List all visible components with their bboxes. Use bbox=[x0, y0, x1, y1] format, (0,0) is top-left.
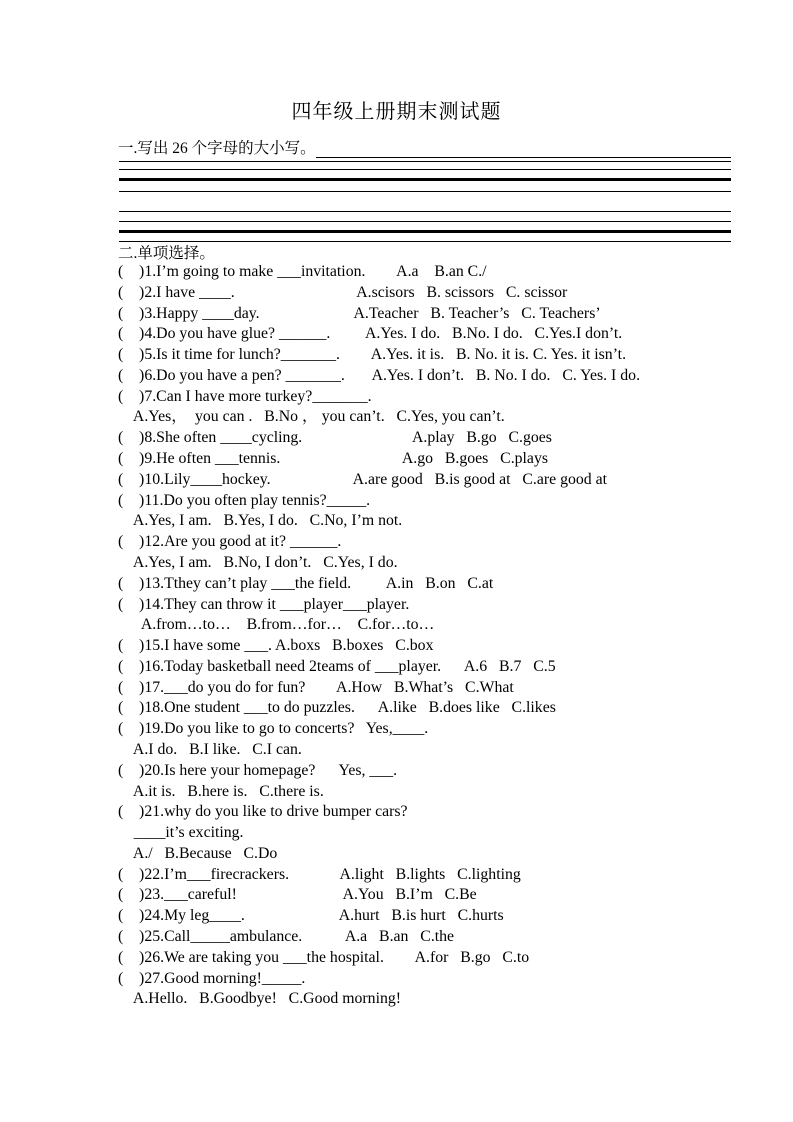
question-line: ( )12.Are you good at it? ______. bbox=[118, 533, 342, 551]
question-line: ( )7.Can I have more turkey?_______. bbox=[118, 387, 372, 405]
section-letters-heading: 一.写出 26 个字母的大小写。 bbox=[118, 140, 316, 157]
question-line: ( )26.We are taking you ___the hospital. A.for B.go C.to bbox=[118, 948, 530, 966]
question-line: ( )27.Good morning!_____. bbox=[118, 969, 306, 987]
question-line: A.Yes， you can . B.No ， you can’t. C.Yes, you can’t. bbox=[118, 408, 505, 426]
question-line: ( )1.I’m going to make ___invitation. A.a B.an C./ bbox=[118, 263, 487, 280]
ruled-line bbox=[119, 221, 731, 222]
question-line: ( )20.Is here your homepage? Yes, ___. bbox=[118, 761, 398, 779]
section-letters-heading-row bbox=[118, 140, 731, 158]
question-line: ( )18.One student ___to do puzzles. A.like B.does like C.likes bbox=[118, 699, 556, 717]
question-line: A.from…to… B.from…for… C.for…to… bbox=[118, 616, 435, 634]
question-line: ( )25.Call_____ambulance. A.a B.an C.the bbox=[118, 928, 455, 945]
question-line: A.I do. B.I like. C.I can. bbox=[118, 740, 302, 758]
letter-writing-lines bbox=[119, 158, 731, 246]
question-line: ( )15.I have some ___. A.boxs B.boxes C.box bbox=[118, 637, 434, 655]
question-line: A.it is. B.here is. C.there is. bbox=[118, 782, 324, 800]
question-line: ( )23.___careful! A.You B.I’m C.Be bbox=[118, 886, 477, 904]
question-line: ( )10.Lily____hockey. A.are good B.is good at C.are good at bbox=[118, 470, 608, 488]
question-line: ( )16.Today basketball need 2teams of ___player. A.6 B.7 C.5 bbox=[118, 657, 556, 675]
ruled-line-baseline bbox=[119, 178, 731, 181]
question-line: A.Hello. B.Goodbye! C.Good morning! bbox=[118, 990, 402, 1008]
question-line: ( )2.I have ____. A.scisors B. scissors C. scissor bbox=[118, 283, 568, 301]
question-line: ( )22.I’m___firecrackers. A.light B.lights C.lighting bbox=[118, 865, 521, 883]
ruled-line bbox=[119, 241, 731, 242]
question-line: ( )19.Do you like to go to concerts? Yes,____. bbox=[118, 720, 429, 738]
question-line: ( )4.Do you have glue? ______. A.Yes. I do. B.No. I do. C.Yes.I don’t. bbox=[118, 325, 623, 343]
question-line: ( )5.Is it time for lunch?_______. A.Yes. it is. B. No. it is. C. Yes. it isn’t. bbox=[118, 346, 627, 364]
page-title: 四年级上册期末测试题 bbox=[291, 101, 502, 123]
question-line: ( )3.Happy ____day. A.Teacher B. Teacher’s C. Teachers’ bbox=[118, 304, 601, 322]
question-line: A.Yes, I am. B.Yes, I do. C.No, I’m not. bbox=[118, 512, 403, 530]
ruled-line-baseline bbox=[119, 230, 731, 233]
question-line: ( )24.My leg____. A.hurt B.is hurt C.hurts bbox=[118, 907, 504, 925]
question-line: ( )21.why do you like to drive bumper cars? bbox=[118, 803, 408, 821]
question-line: ( )6.Do you have a pen? _______. A.Yes. I don’t. B. No. I do. C. Yes. I do. bbox=[118, 366, 641, 384]
question-line: ( )8.She often ____cycling. A.play B.go C.goes bbox=[118, 429, 552, 447]
question-line: ( )14.They can throw it ___player___player. bbox=[118, 595, 410, 613]
question-line: ( )11.Do you often play tennis?_____. bbox=[118, 491, 371, 509]
question-line: ____it’s exciting. bbox=[118, 824, 244, 842]
section-choice-heading: 二.单项选择。 bbox=[118, 245, 215, 262]
ruled-line bbox=[119, 191, 731, 192]
question-line: A.Yes, I am. B.No, I don’t. C.Yes, I do. bbox=[118, 553, 398, 571]
question-list bbox=[118, 262, 753, 1010]
question-line: A./ B.Because C.Do bbox=[118, 844, 278, 862]
ruled-line bbox=[119, 211, 731, 212]
question-line: ( )13.Tthey can’t play ___the field. A.in B.on C.at bbox=[118, 574, 494, 592]
question-line: ( )9.He often ___tennis. A.go B.goes C.plays bbox=[118, 450, 548, 468]
ruled-line bbox=[119, 161, 731, 162]
ruled-line bbox=[119, 169, 731, 170]
question-line: ( )17.___do you do for fun? A.How B.What’s C.What bbox=[118, 678, 514, 696]
